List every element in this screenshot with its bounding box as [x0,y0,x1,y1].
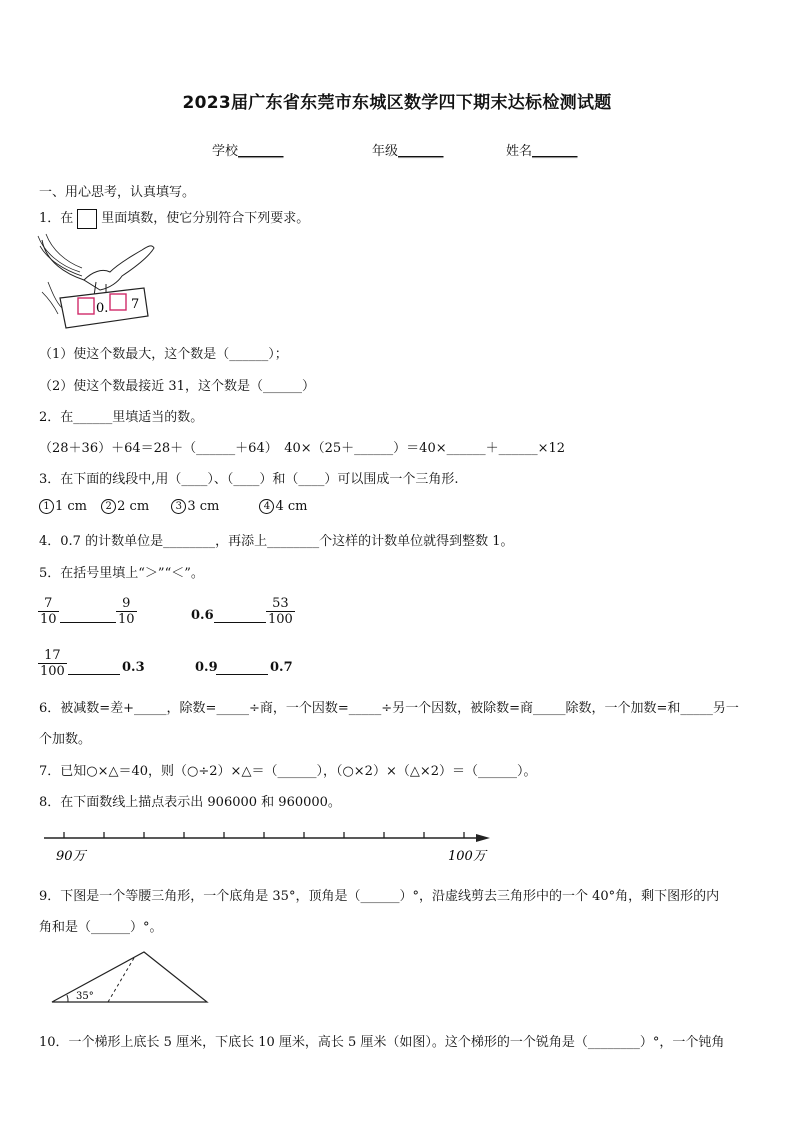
fraction-9-10: $\frac{9}{10}$ [118,596,135,627]
compare-blank [214,622,266,623]
question-6-cont: 个加数。 [39,732,92,747]
question-9: 9．下图是一个等腰三角形，一个底角是 35°，顶角是（______）°，沿虚线剪去三角形中的一个 40°角，剩下图形的内 [39,889,720,904]
angle-label: 35° [76,991,94,1002]
circled-number-icon: 1 [39,499,54,514]
isosceles-triangle-figure [48,948,213,1006]
name-label: 姓名 [506,144,533,159]
compare-blank [60,622,116,623]
number-line-right-label: 100万 [448,849,486,864]
value-0-9: 0.9 [195,660,218,675]
grade-label: 年级 [372,144,399,159]
compare-blank [216,674,268,675]
q2-expression: （28＋36）＋64＝28＋（______＋64） 40×（25＋______）＝40×______＋______×12 [39,441,566,456]
circled-number-icon: 3 [171,499,186,514]
circled-number-icon: 2 [101,499,116,514]
circled-number-icon: 4 [259,499,274,514]
question-2: 2．在______里填适当的数。 [39,410,204,425]
fraction-17-100: $\frac{17}{100}$ [40,648,65,679]
option-4: 4 4 cm [259,499,307,514]
question-1 [39,207,309,229]
fraction-7-10: $\frac{7}{10}$ [40,596,57,627]
grade-blank: _______ [398,144,444,159]
section-heading: 一、用心思考，认真填写。 [39,185,196,200]
value-0-7: 0.7 [270,660,293,675]
q3-options [39,499,307,514]
school-blank: _______ [238,144,284,159]
card-text-0: 0. [96,301,109,316]
question-7: 7．已知○×△＝40，则（○÷2）×△＝（______），（○×2）×（△×2）＝（______）。 [39,764,537,779]
number-line [40,826,500,866]
question-4: 4．0.7 的计数单位是________，再添上________个这样的计数单位就得到整数 1。 [39,534,514,549]
question-3: 3．在下面的线段中,用（____）、（____）和（____）可以围成一个三角形. [39,472,459,487]
value-0-3: 0.3 [122,660,145,675]
compare-blank [68,674,120,675]
page-title: 2023届广东省东莞市东城区数学四下期末达标检测试题 [182,93,612,113]
question-10: 10．一个梯形上底长 5 厘米，下底长 10 厘米，高长 5 厘米（如图）。这个梯形的一个锐角是（________）°，一个钝角 [39,1035,725,1050]
school-field [212,140,284,159]
option-1: 1 1 cm [39,499,87,514]
question-9-cont: 角和是（______）°。 [39,920,163,935]
name-blank: _______ [532,144,578,159]
name-field [506,140,578,159]
number-line-ticks [64,832,464,838]
number-line-left-label: 90万 [56,849,86,864]
question-8: 8．在下面数线上描点表示出 906000 和 960000。 [39,795,341,810]
card-text-7: 7 [131,297,140,312]
q1-part1: （1）使这个数最大，这个数是（______）； [39,347,288,362]
bird-card-illustration [36,232,166,332]
question-6: 6．被减数=差+_____，除数=_____÷商，一个因数=_____÷另一个因数，被除数=商_____除数，一个加数=和_____另一 [39,701,739,716]
q1-part2: （2）使这个数最接近 31，这个数是（______） [39,379,315,394]
option-3: 3 3 cm [171,499,219,514]
q1-prefix: 1．在 [39,211,74,226]
fraction-53-100: $\frac{53}{100}$ [268,596,293,627]
question-5: 5．在括号里填上“＞”“＜”。 [39,566,204,581]
q1-suffix: 里面填数，使它分别符合下列要求。 [101,211,310,226]
option-2: 2 2 cm [101,499,149,514]
grade-field [372,140,444,159]
answer-box-icon [77,209,97,229]
value-0-6: 0.6 [191,608,214,623]
school-label: 学校 [212,144,239,159]
